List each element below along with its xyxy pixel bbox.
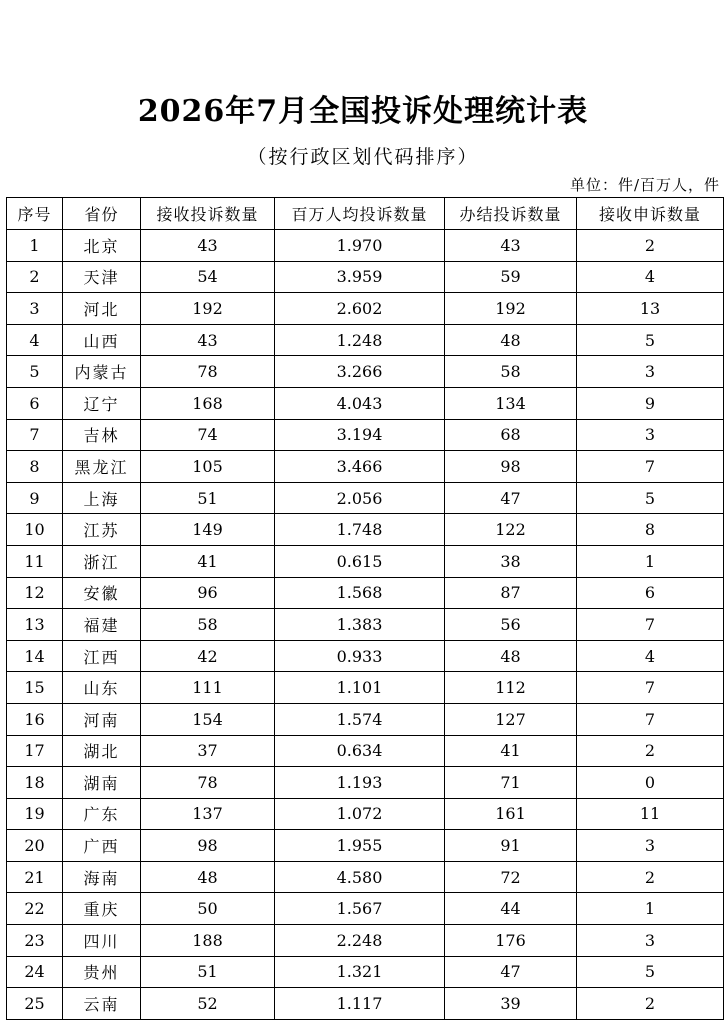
per-million-count: 3.194 <box>275 419 445 451</box>
appeal-count: 2 <box>577 988 724 1020</box>
province-name: 北京 <box>63 230 141 262</box>
table-row <box>7 956 724 988</box>
per-million-count: 0.634 <box>275 735 445 767</box>
resolved-count: 59 <box>445 261 577 293</box>
resolved-count: 39 <box>445 988 577 1020</box>
statistics-table <box>6 197 724 1020</box>
per-million-count: 1.568 <box>275 577 445 609</box>
province-name: 山西 <box>63 324 141 356</box>
appeal-count: 6 <box>577 577 724 609</box>
province-name: 江西 <box>63 640 141 672</box>
table-row <box>7 419 724 451</box>
received-count: 78 <box>141 767 275 799</box>
province-name: 福建 <box>63 609 141 641</box>
table-row <box>7 609 724 641</box>
table-row <box>7 893 724 925</box>
province-name: 吉林 <box>63 419 141 451</box>
header-cell: 省份 <box>63 198 141 230</box>
row-index: 3 <box>7 293 63 325</box>
resolved-count: 192 <box>445 293 577 325</box>
received-count: 58 <box>141 609 275 641</box>
per-million-count: 1.383 <box>275 609 445 641</box>
table-row <box>7 324 724 356</box>
resolved-count: 87 <box>445 577 577 609</box>
received-count: 51 <box>141 956 275 988</box>
row-index: 4 <box>7 324 63 356</box>
per-million-count: 3.266 <box>275 356 445 388</box>
appeal-count: 3 <box>577 419 724 451</box>
table-row <box>7 451 724 483</box>
province-name: 贵州 <box>63 956 141 988</box>
appeal-count: 11 <box>577 798 724 830</box>
per-million-count: 1.748 <box>275 514 445 546</box>
province-name: 河南 <box>63 703 141 735</box>
province-name: 天津 <box>63 261 141 293</box>
header-cell: 办结投诉数量 <box>445 198 577 230</box>
received-count: 50 <box>141 893 275 925</box>
table-row <box>7 293 724 325</box>
table-row <box>7 230 724 262</box>
per-million-count: 1.072 <box>275 798 445 830</box>
province-name: 广东 <box>63 798 141 830</box>
resolved-count: 134 <box>445 387 577 419</box>
province-name: 重庆 <box>63 893 141 925</box>
row-index: 20 <box>7 830 63 862</box>
resolved-count: 58 <box>445 356 577 388</box>
appeal-count: 2 <box>577 230 724 262</box>
province-name: 海南 <box>63 861 141 893</box>
received-count: 54 <box>141 261 275 293</box>
resolved-count: 44 <box>445 893 577 925</box>
appeal-count: 2 <box>577 735 724 767</box>
resolved-count: 56 <box>445 609 577 641</box>
row-index: 14 <box>7 640 63 672</box>
resolved-count: 98 <box>445 451 577 483</box>
appeal-count: 4 <box>577 640 724 672</box>
appeal-count: 2 <box>577 861 724 893</box>
province-name: 辽宁 <box>63 387 141 419</box>
resolved-count: 47 <box>445 482 577 514</box>
per-million-count: 4.580 <box>275 861 445 893</box>
appeal-count: 3 <box>577 830 724 862</box>
row-index: 21 <box>7 861 63 893</box>
table-row <box>7 356 724 388</box>
received-count: 98 <box>141 830 275 862</box>
table-row <box>7 925 724 957</box>
header-cell: 百万人均投诉数量 <box>275 198 445 230</box>
received-count: 52 <box>141 988 275 1020</box>
row-index: 15 <box>7 672 63 704</box>
row-index: 13 <box>7 609 63 641</box>
received-count: 168 <box>141 387 275 419</box>
received-count: 154 <box>141 703 275 735</box>
per-million-count: 2.056 <box>275 482 445 514</box>
row-index: 10 <box>7 514 63 546</box>
per-million-count: 3.466 <box>275 451 445 483</box>
row-index: 8 <box>7 451 63 483</box>
row-index: 7 <box>7 419 63 451</box>
per-million-count: 1.193 <box>275 767 445 799</box>
table-row <box>7 735 724 767</box>
resolved-count: 41 <box>445 735 577 767</box>
unit-note: 单位：件/百万人，件 <box>569 176 720 194</box>
received-count: 37 <box>141 735 275 767</box>
province-name: 安徽 <box>63 577 141 609</box>
received-count: 41 <box>141 545 275 577</box>
appeal-count: 5 <box>577 956 724 988</box>
resolved-count: 48 <box>445 324 577 356</box>
appeal-count: 5 <box>577 324 724 356</box>
appeal-count: 7 <box>577 451 724 483</box>
resolved-count: 176 <box>445 925 577 957</box>
received-count: 111 <box>141 672 275 704</box>
row-index: 9 <box>7 482 63 514</box>
per-million-count: 1.321 <box>275 956 445 988</box>
table-header-row <box>7 198 724 230</box>
received-count: 188 <box>141 925 275 957</box>
province-name: 黑龙江 <box>63 451 141 483</box>
per-million-count: 1.117 <box>275 988 445 1020</box>
appeal-count: 9 <box>577 387 724 419</box>
appeal-count: 3 <box>577 356 724 388</box>
resolved-count: 127 <box>445 703 577 735</box>
row-index: 2 <box>7 261 63 293</box>
resolved-count: 122 <box>445 514 577 546</box>
province-name: 浙江 <box>63 545 141 577</box>
appeal-count: 5 <box>577 482 724 514</box>
table-row <box>7 387 724 419</box>
appeal-count: 0 <box>577 767 724 799</box>
table-row <box>7 545 724 577</box>
table-row <box>7 830 724 862</box>
row-index: 17 <box>7 735 63 767</box>
per-million-count: 0.933 <box>275 640 445 672</box>
province-name: 广西 <box>63 830 141 862</box>
table-row <box>7 798 724 830</box>
header-cell: 序号 <box>7 198 63 230</box>
resolved-count: 161 <box>445 798 577 830</box>
table-row <box>7 703 724 735</box>
province-name: 山东 <box>63 672 141 704</box>
appeal-count: 3 <box>577 925 724 957</box>
province-name: 内蒙古 <box>63 356 141 388</box>
row-index: 1 <box>7 230 63 262</box>
resolved-count: 48 <box>445 640 577 672</box>
header-cell: 接收申诉数量 <box>577 198 724 230</box>
per-million-count: 3.959 <box>275 261 445 293</box>
province-name: 上海 <box>63 482 141 514</box>
row-index: 19 <box>7 798 63 830</box>
table-row <box>7 482 724 514</box>
table-body <box>7 230 724 1020</box>
row-index: 25 <box>7 988 63 1020</box>
appeal-count: 1 <box>577 893 724 925</box>
per-million-count: 4.043 <box>275 387 445 419</box>
header-cell: 接收投诉数量 <box>141 198 275 230</box>
resolved-count: 91 <box>445 830 577 862</box>
province-name: 湖南 <box>63 767 141 799</box>
appeal-count: 8 <box>577 514 724 546</box>
received-count: 42 <box>141 640 275 672</box>
table-row <box>7 861 724 893</box>
per-million-count: 1.248 <box>275 324 445 356</box>
received-count: 51 <box>141 482 275 514</box>
row-index: 24 <box>7 956 63 988</box>
table-row <box>7 988 724 1020</box>
received-count: 96 <box>141 577 275 609</box>
resolved-count: 43 <box>445 230 577 262</box>
received-count: 105 <box>141 451 275 483</box>
received-count: 137 <box>141 798 275 830</box>
resolved-count: 72 <box>445 861 577 893</box>
table-row <box>7 672 724 704</box>
resolved-count: 68 <box>445 419 577 451</box>
resolved-count: 47 <box>445 956 577 988</box>
row-index: 23 <box>7 925 63 957</box>
document-title: 2026年7月全国投诉处理统计表 <box>137 94 589 129</box>
row-index: 12 <box>7 577 63 609</box>
row-index: 6 <box>7 387 63 419</box>
appeal-count: 13 <box>577 293 724 325</box>
per-million-count: 1.955 <box>275 830 445 862</box>
table-row <box>7 767 724 799</box>
appeal-count: 7 <box>577 672 724 704</box>
row-index: 16 <box>7 703 63 735</box>
table-row <box>7 261 724 293</box>
per-million-count: 2.602 <box>275 293 445 325</box>
appeal-count: 7 <box>577 703 724 735</box>
table-row <box>7 514 724 546</box>
per-million-count: 1.574 <box>275 703 445 735</box>
row-index: 22 <box>7 893 63 925</box>
appeal-count: 1 <box>577 545 724 577</box>
resolved-count: 71 <box>445 767 577 799</box>
table-row <box>7 640 724 672</box>
document-subtitle: （按行政区划代码排序） <box>247 146 479 168</box>
per-million-count: 1.970 <box>275 230 445 262</box>
appeal-count: 7 <box>577 609 724 641</box>
province-name: 云南 <box>63 988 141 1020</box>
received-count: 149 <box>141 514 275 546</box>
province-name: 江苏 <box>63 514 141 546</box>
province-name: 河北 <box>63 293 141 325</box>
province-name: 湖北 <box>63 735 141 767</box>
received-count: 48 <box>141 861 275 893</box>
per-million-count: 2.248 <box>275 925 445 957</box>
per-million-count: 1.567 <box>275 893 445 925</box>
appeal-count: 4 <box>577 261 724 293</box>
row-index: 11 <box>7 545 63 577</box>
per-million-count: 1.101 <box>275 672 445 704</box>
received-count: 43 <box>141 230 275 262</box>
row-index: 5 <box>7 356 63 388</box>
received-count: 43 <box>141 324 275 356</box>
resolved-count: 38 <box>445 545 577 577</box>
received-count: 78 <box>141 356 275 388</box>
table-row <box>7 577 724 609</box>
row-index: 18 <box>7 767 63 799</box>
per-million-count: 0.615 <box>275 545 445 577</box>
province-name: 四川 <box>63 925 141 957</box>
received-count: 74 <box>141 419 275 451</box>
resolved-count: 112 <box>445 672 577 704</box>
received-count: 192 <box>141 293 275 325</box>
